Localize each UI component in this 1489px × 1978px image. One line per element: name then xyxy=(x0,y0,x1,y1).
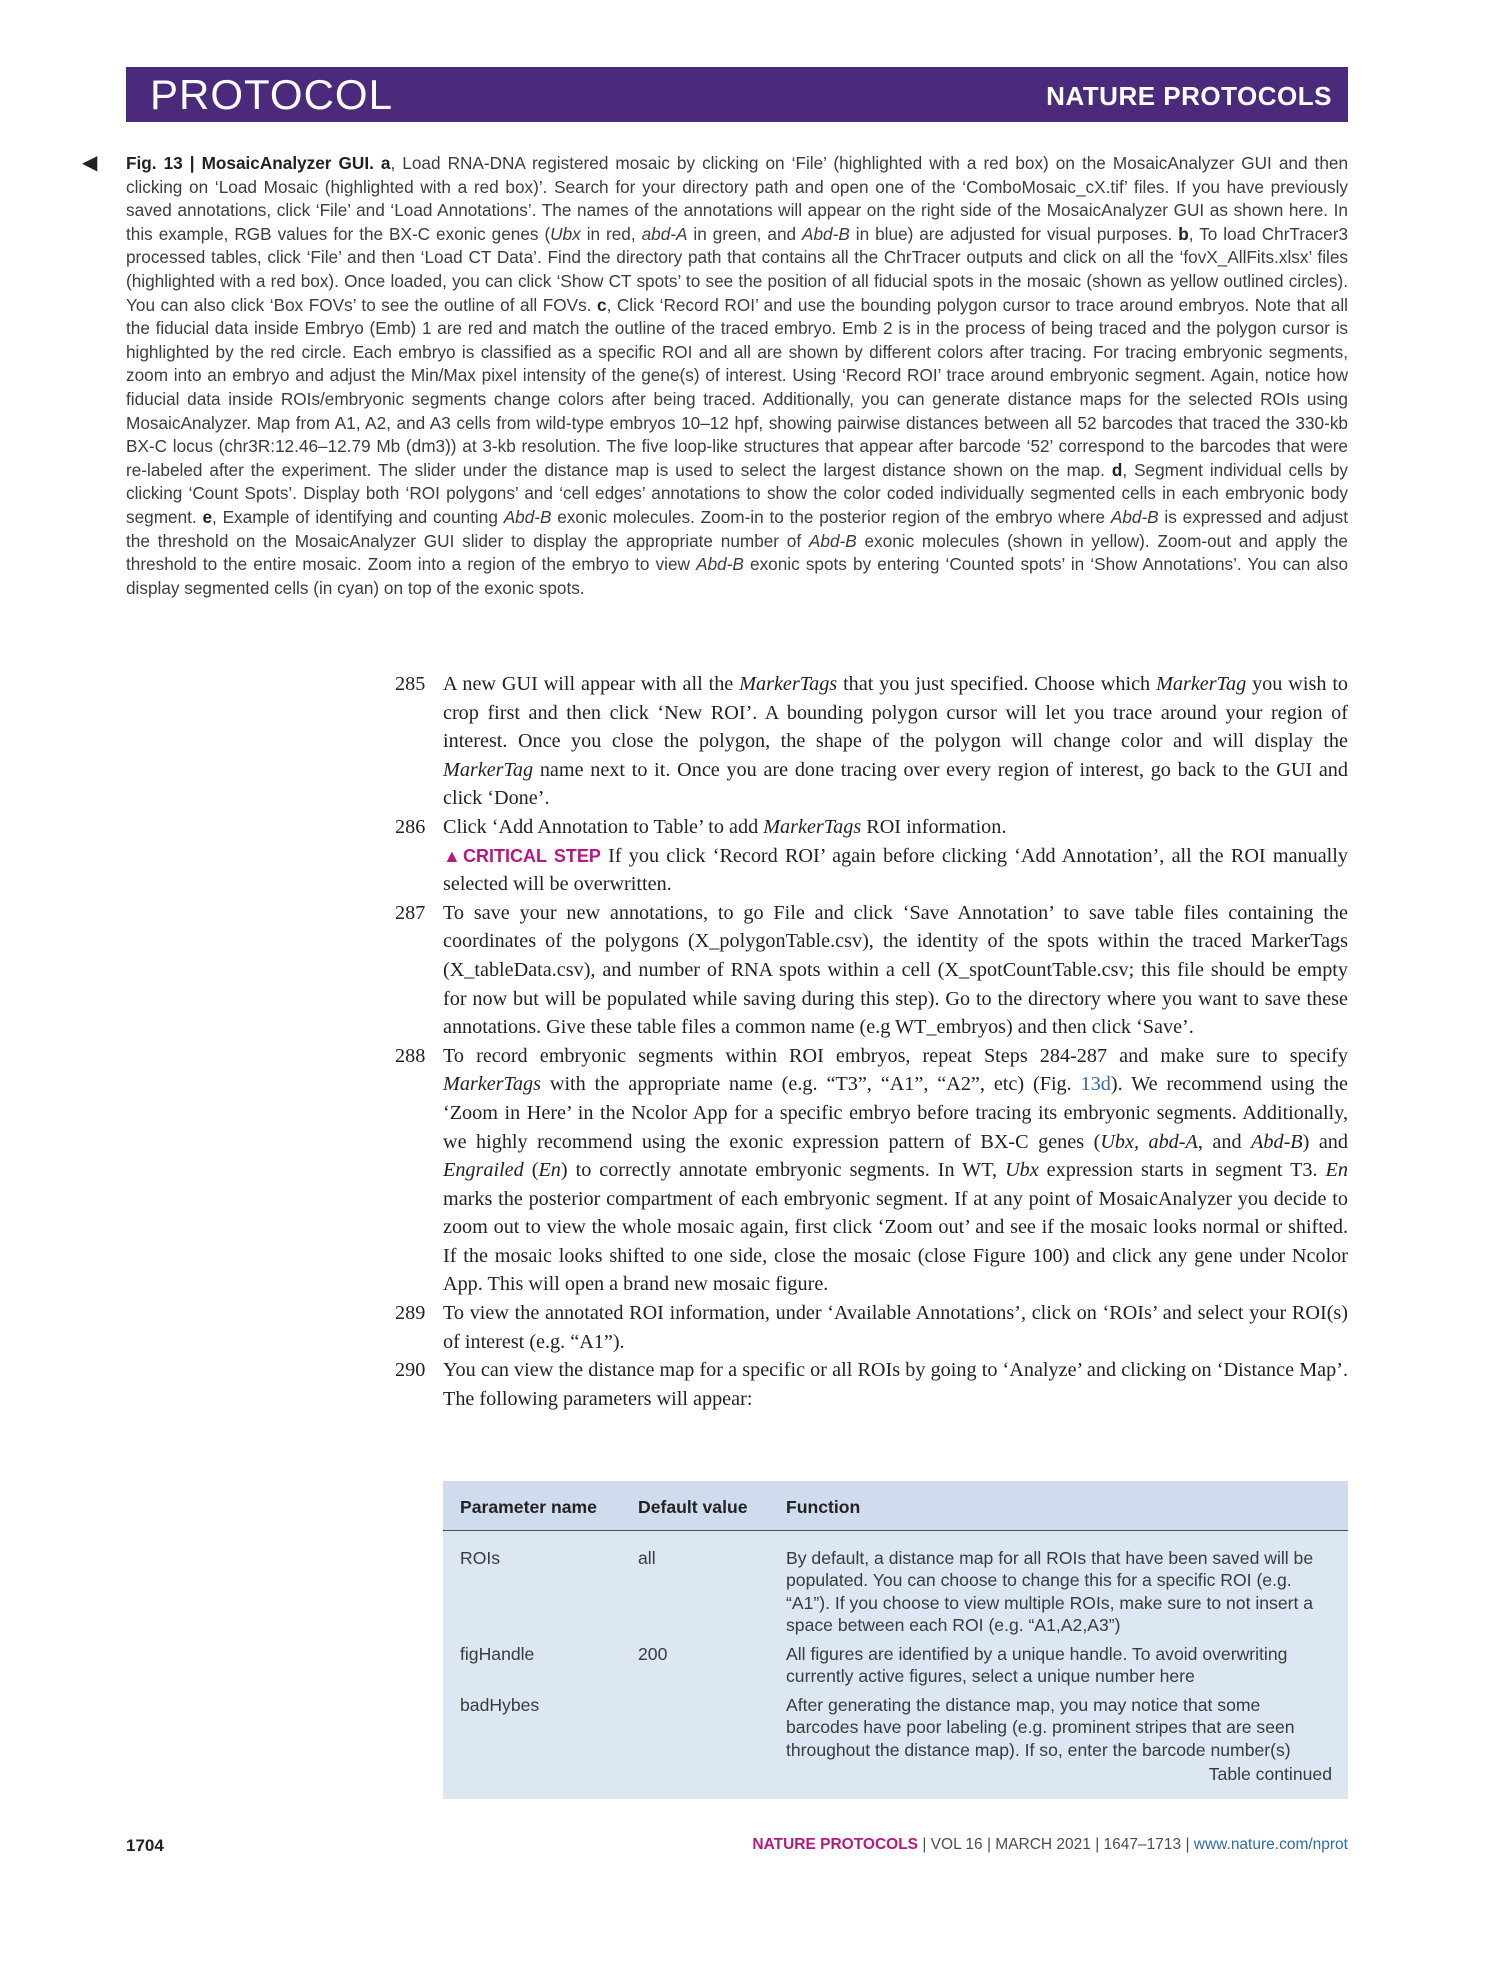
step-italic: En xyxy=(538,1159,561,1182)
step-number: 286 xyxy=(395,815,426,838)
param-function: By default, a distance map for all ROIs that have been saved will be populated. You can choose to change this for a specific ROI (e.g. “A1”). If you choose to view multiple ROIs, make sure to not insert a space between each ROI (e.g. “A1,A2,A3”) xyxy=(786,1548,1314,1636)
step-text: You can view the distance map for a specific or all ROIs by going to ‘Analyze’ and clicking on ‘Distance Map’. The following parameters will appear: xyxy=(443,1359,1348,1410)
step-number: 289 xyxy=(395,1302,426,1325)
caption-text: in green, and xyxy=(687,223,803,244)
ubx-gene: Ubx xyxy=(550,223,581,244)
critical-step-label: ▲CRITICAL STEP xyxy=(443,845,601,866)
panel-e-label: e xyxy=(202,506,213,527)
step-text: ) to correctly annotate embryonic segments. In WT, xyxy=(560,1159,1006,1182)
caption-text: exonic spots by entering ‘Counted spots’ in ‘Show Annotations’. You can also display segmented cells (in cyan) on top of the exonic spots. xyxy=(126,554,1348,598)
step-text: Click ‘Add Annotation to Table’ to add xyxy=(443,815,764,838)
step-text: ROI information. xyxy=(861,815,1007,838)
step-text: ( xyxy=(523,1159,539,1182)
step-italic: MarkerTags xyxy=(443,1073,541,1096)
step-286 xyxy=(395,813,1348,899)
step-italic: Ubx xyxy=(1005,1159,1039,1182)
caption-text: in red, xyxy=(580,223,642,244)
step-text: with the appropriate name (e.g. “T3”, “A1”, “A2”, etc) (Fig. xyxy=(540,1073,1081,1096)
parameter-table xyxy=(443,1481,1348,1799)
param-default: 200 xyxy=(638,1644,668,1664)
header-parameter-name: Parameter name xyxy=(460,1497,597,1517)
header-function: Function xyxy=(786,1497,861,1517)
param-name: ROIs xyxy=(460,1548,501,1568)
critical-step-text: If you click ‘Record ROI’ again before clicking ‘Add Annotation’, all the ROI manually selected will be overwritten. xyxy=(443,844,1348,896)
step-text: To view the annotated ROI information, under ‘Available Annotations’, click on ‘ROIs’ and select your ROI(s) of interest (e.g. “A1”). xyxy=(443,1302,1348,1353)
caption-text: , Example of identifying and counting xyxy=(212,506,504,527)
header-banner xyxy=(126,67,1348,122)
param-default: all xyxy=(638,1548,656,1568)
journal-label: NATURE PROTOCOLS xyxy=(1046,81,1332,111)
panel-a-text: , Load RNA-DNA registered mosaic by clicking on ‘File’ (highlighted with a red box) on the MosaicAnalyzer GUI and then clicking on ‘Load Mosaic (highlighted with a red box)’. Search for your directory path and open one of the ‘ComboMosaic_cX.tif’ files. If you have previously saved annotations, click ‘File’ and ‘Load Annotations’. The names of the annotations will appear on the right side of the MosaicAnalyzer GUI as shown here. In this example, RGB values for the BX-C exonic genes ( xyxy=(126,153,1348,244)
table-continued: Table continued xyxy=(1208,1764,1332,1784)
abdb-gene: Abd-B xyxy=(503,506,552,527)
abdb-gene: Abd-B xyxy=(1110,506,1159,527)
step-number: 288 xyxy=(395,1044,426,1067)
step-text: ) and xyxy=(1302,1130,1348,1153)
procedure-steps xyxy=(395,670,1348,1413)
step-text: To save your new annotations, to go File and click ‘Save Annotation’ to save table files containing the coordinates of the polygons (X_polygonTable.csv), the identity of the spots within the traced MarkerTags (X_tableData.csv), and number of RNA spots within a cell (X_spotCountTable.csv; this file should be empty for now but will be populated while saving during this step). Go to the directory where you want to save these annotations. Give these table files a common name (e.g WT_embryos) and then click ‘Save’. xyxy=(443,901,1348,1039)
footer-citation xyxy=(752,1836,1348,1854)
caption-text: is expressed and adjust the threshold on the MosaicAnalyzer GUI slider to display the appropriate number of xyxy=(126,506,1348,551)
step-italic: Abd-B xyxy=(1251,1130,1303,1153)
step-text: A new GUI will appear with all the xyxy=(443,673,740,695)
step-text: expression starts in segment T3. xyxy=(1038,1159,1326,1182)
step-number: 285 xyxy=(395,673,426,695)
abdb-gene: Abd-B xyxy=(696,554,744,575)
step-text: To record embryonic segments within ROI embryos, repeat Steps 284-287 and make sure to specify xyxy=(443,1044,1348,1067)
step-italic: Engrailed xyxy=(443,1159,524,1182)
footer-volume: | VOL 16 | MARCH 2021 | 1647–1713 | xyxy=(918,1836,1194,1853)
step-italic: MarkerTags xyxy=(763,815,862,838)
step-text: marks the posterior compartment of each embryonic segment. If at any point of MosaicAnalyzer you decide to zoom out to view the whole mosaic again, first click ‘Zoom out’ and see if the mosaic looks normal or shifted. If the mosaic looks shifted to one side, close the mosaic (close Figure 100) and click any gene under Ncolor App. This will open a brand new mosaic figure. xyxy=(443,1187,1348,1296)
param-function: After generating the distance map, you may notice that some barcodes have poor labeling (e.g. prominent stripes that are seen throughout the distance map). If so, enter the barcode number(s) xyxy=(786,1695,1295,1760)
footer-url[interactable]: www.nature.com/nprot xyxy=(1193,1836,1348,1853)
panel-b-label: b xyxy=(1178,223,1189,244)
header-default-value: Default value xyxy=(638,1497,748,1517)
step-text: name next to it. Once you are done tracing over every region of interest, go back to the GUI and click ‘Done’. xyxy=(443,758,1348,810)
panel-d-label: d xyxy=(1111,459,1123,480)
figure-label: Fig. 13 | MosaicAnalyzer GUI. xyxy=(126,153,374,173)
panel-d-text: , Segment individual cells by clicking ‘Count Spots’. Display both ‘ROI polygons’ and ‘cell edges’ annotations to show the color coded individually segmented cells in each embryonic body segment. xyxy=(126,459,1348,527)
step-287 xyxy=(395,899,1348,1042)
caption-arrow-icon: ◀ xyxy=(82,152,98,174)
step-italic: Ubx, abd-A xyxy=(1100,1130,1198,1153)
step-288 xyxy=(395,1042,1348,1299)
step-text: you wish to crop first and then click ‘New ROI’. A bounding polygon cursor will let you trace around your region of interest. Once you close the polygon, the shape of the polygon will change color and will display the xyxy=(443,673,1349,753)
panel-a-label: a xyxy=(380,153,391,173)
step-number: 290 xyxy=(395,1359,426,1382)
step-289 xyxy=(395,1299,1348,1356)
panel-b-text: , To load ChrTracer3 processed tables, click ‘File’ and then ‘Load CT Data’. Find the directory path that contains all the ChrTracer outputs and click on all the ‘fovX_AllFits.xlsx’ files (highlighted with a red box). Once loaded, you can click ‘Show CT spots’ to see the position of all fiducial spots in the mosaic (shown as yellow outlined circles). You can also click ‘Box FOVs’ to see the outline of all FOVs. xyxy=(126,223,1348,315)
step-italic: En xyxy=(1325,1159,1348,1182)
page-number: 1704 xyxy=(126,1836,164,1855)
section-label: PROTOCOL xyxy=(150,71,393,118)
panel-c-label: c xyxy=(597,294,607,315)
param-name: badHybes xyxy=(460,1695,540,1715)
step-number: 287 xyxy=(395,901,426,924)
table-header xyxy=(443,1481,1348,1531)
caption-text: in blue) are adjusted for visual purposes. xyxy=(849,223,1179,244)
caption-text: exonic molecules (shown in yellow). Zoom-out and apply the threshold to the entire mosaic. Zoom into a region of the embryo to view xyxy=(126,530,1348,575)
param-function: All figures are identified by a unique handle. To avoid overwriting currently active figures, select a unique number here xyxy=(786,1644,1288,1687)
figure-caption xyxy=(82,152,1348,600)
panel-c-text: , Click ‘Record ROI’ and use the bounding polygon cursor to trace around embryos. Note that all the fiducial data inside Embryo (Emb) 1 are red and match the outline of the traced embryo. Emb 2 is in the process of being traced and the polygon cursor is highlighted by the red circle. Each embryo is classified as a specific ROI and all are shown by different colors after tracing. For tracing embryonic segments, zoom into an embryo and adjust the Min/Max pixel intensity of the gene(s) of interest. Using ‘Record ROI’ trace around embryonic segment. Again, notice how fiducial data inside ROIs/embryonic segments change colors after being traced. Additionally, you can generate distance maps for the selected ROIs using MosaicAnalyzer. Map from A1, A2, and A3 cells from wild-type embryos 10–12 hpf, showing pairwise distances between all 52 barcodes that traced the 330-kb BX-C locus (chr3R:12.46–12.79 Mb (dm3)) at 3-kb resolution. The five loop-like structures that appear after barcode ‘52’ correspond to the barcodes that were re-labeled after the experiment. The slider under the distance map is used to select the largest distance shown on the map. xyxy=(126,294,1348,480)
step-285 xyxy=(395,670,1348,813)
caption-text: exonic molecules. Zoom-in to the posterior region of the embryo where xyxy=(551,506,1111,527)
abda-gene: abd-A xyxy=(641,223,688,244)
figure-link[interactable]: 13d xyxy=(1080,1073,1111,1096)
step-italic: MarkerTag xyxy=(1156,673,1247,695)
step-italic: MarkerTag xyxy=(443,758,534,781)
param-name: figHandle xyxy=(460,1644,535,1664)
step-290 xyxy=(395,1356,1348,1413)
step-text: that you just specified. Choose which xyxy=(837,673,1157,695)
step-text: , and xyxy=(1197,1130,1252,1153)
footer-journal: NATURE PROTOCOLS xyxy=(752,1836,919,1853)
abdb-gene: Abd-B xyxy=(802,223,850,244)
step-italic: MarkerTags xyxy=(739,673,838,695)
abdb-gene: Abd-B xyxy=(808,530,857,551)
step-text: ). We recommend using the ‘Zoom in Here’ in the Ncolor App for a specific embryo before tracing its embryonic segments. Additionally, we highly recommend using the exonic expression pattern of BX-C genes ( xyxy=(443,1073,1349,1153)
